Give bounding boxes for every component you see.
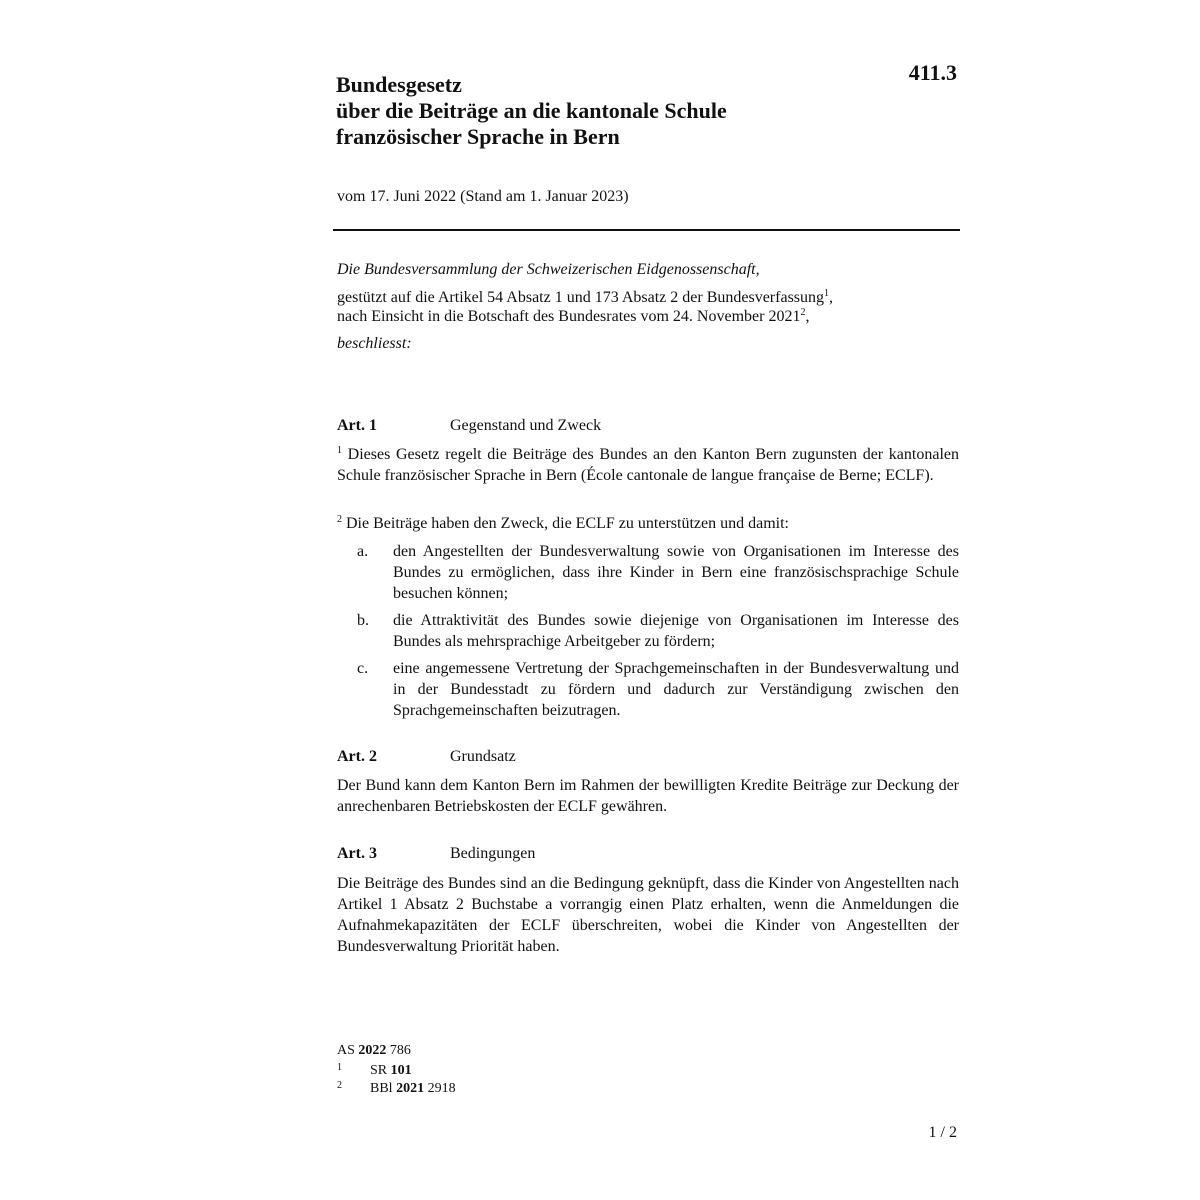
article-3-text: Die Beiträge des Bundes sind an die Bedingung geknüpft, dass die Kinder von Angestellten nach Artikel 1 Absatz 2 Buchstabe a vorrangig einen Platz erhalten, wenn die Anmeldungen die Aufnahmekapazitäten der ECLF überschreiten, wobei die Kinder von Angestellten der Bundesverwaltung Priorität haben.: [337, 875, 959, 955]
as-year: 2022: [358, 1043, 387, 1058]
list-item-c: [337, 658, 959, 721]
article-1-paragraph-2: [337, 513, 959, 534]
article-3-title: Bedingungen: [450, 845, 536, 862]
footnote-ref: 101: [390, 1063, 412, 1078]
paragraph-number: 2: [337, 514, 342, 525]
list-text: die Attraktivität des Bundes sowie diejenige von Organisationen im Interesse des Bundes als mehrsprachige Arbeitgeber zu fördern;: [393, 612, 959, 650]
footnote-ref-1[interactable]: 1: [824, 288, 830, 299]
paragraph-text: Die Beiträge haben den Zweck, die ECLF zu unterstützen und damit:: [346, 515, 789, 532]
list-letter: c.: [357, 660, 369, 677]
preamble-message: [337, 307, 959, 326]
footnote-suffix: 2918: [427, 1081, 456, 1096]
preamble-message-end: ,: [805, 308, 810, 325]
title-divider: [333, 229, 960, 231]
title-line-3: französischer Sprache in Bern: [336, 124, 620, 149]
article-1-title: Gegenstand und Zweck: [450, 417, 602, 434]
list-letter: b.: [357, 612, 369, 629]
sr-number: 411.3: [908, 60, 957, 85]
title-line-2: über die Beiträge an die kantonale Schule: [336, 98, 727, 123]
footnote-number: 1: [337, 1062, 342, 1073]
document-title: [336, 72, 727, 150]
paragraph-number: 1: [337, 445, 342, 456]
article-2-heading: [337, 748, 959, 768]
article-2-text: Der Bund kann dem Kanton Bern im Rahmen der bewilligten Kredite Beiträge zur Deckung der anrechenbaren Betriebskosten der ECLF gewähren.: [337, 777, 959, 815]
footnote-1: [337, 1062, 537, 1079]
footnote-number: 2: [337, 1080, 342, 1091]
as-prefix: AS: [337, 1043, 355, 1058]
footnote-ref: 2021: [396, 1081, 425, 1096]
date-line: vom 17. Juni 2022 (Stand am 1. Januar 2023): [337, 188, 629, 205]
as-page: 786: [389, 1043, 411, 1058]
as-reference: [337, 1042, 411, 1059]
article-2-title: Grundsatz: [450, 748, 516, 765]
paragraph-text: Dieses Gesetz regelt die Beiträge des Bundes an den Kanton Bern zugunsten der kantonalen Schule französischer Sprache in Bern (École cantonale de langue française de Berne; ECLF).: [337, 446, 959, 484]
article-3-number: Art. 3: [337, 845, 377, 862]
article-1-heading: [337, 417, 959, 437]
list-letter: a.: [357, 543, 369, 560]
preamble-message-text: nach Einsicht in die Botschaft des Bundesrates vom 24. November 2021: [337, 308, 801, 325]
list-text: den Angestellten der Bundesverwaltung sowie von Organisationen im Interesse des Bundes zu ermöglichen, dass ihre Kinder in Bern eine französischsprachige Schule besuchen können;: [393, 543, 959, 602]
page-number: 1 / 2: [928, 1124, 957, 1141]
footnote-ref-2[interactable]: 2: [800, 307, 806, 318]
article-1-number: Art. 1: [337, 417, 377, 434]
footnote-prefix: BBl: [370, 1081, 393, 1096]
preamble-basis-end: ,: [829, 289, 834, 306]
footnote-2: [337, 1080, 537, 1097]
preamble-authority: Die Bundesversammlung der Schweizerischen Eidgenossenschaft,: [337, 261, 760, 278]
footnote-text: [370, 1062, 412, 1079]
preamble-basis: [337, 288, 959, 307]
list-item-b: [337, 610, 959, 652]
preamble-basis-text: gestützt auf die Artikel 54 Absatz 1 und 173 Absatz 2 der Bundesverfassung: [337, 289, 825, 306]
footnote-prefix: SR: [370, 1063, 388, 1078]
list-text: eine angemessene Vertretung der Sprachgemeinschaften in der Bundesverwaltung und in der Bundesstadt zu fördern und dadurch zur Verständigung zwischen den Sprachgemeinschaften beizutragen.: [393, 660, 959, 719]
preamble-decision: beschliesst:: [337, 335, 412, 352]
article-2-number: Art. 2: [337, 748, 377, 765]
article-1-paragraph-1: [337, 444, 959, 486]
article-3-heading: [337, 845, 959, 865]
list-item-a: [337, 541, 959, 604]
footnote-text: [370, 1080, 456, 1097]
title-line-1: Bundesgesetz: [336, 72, 462, 97]
